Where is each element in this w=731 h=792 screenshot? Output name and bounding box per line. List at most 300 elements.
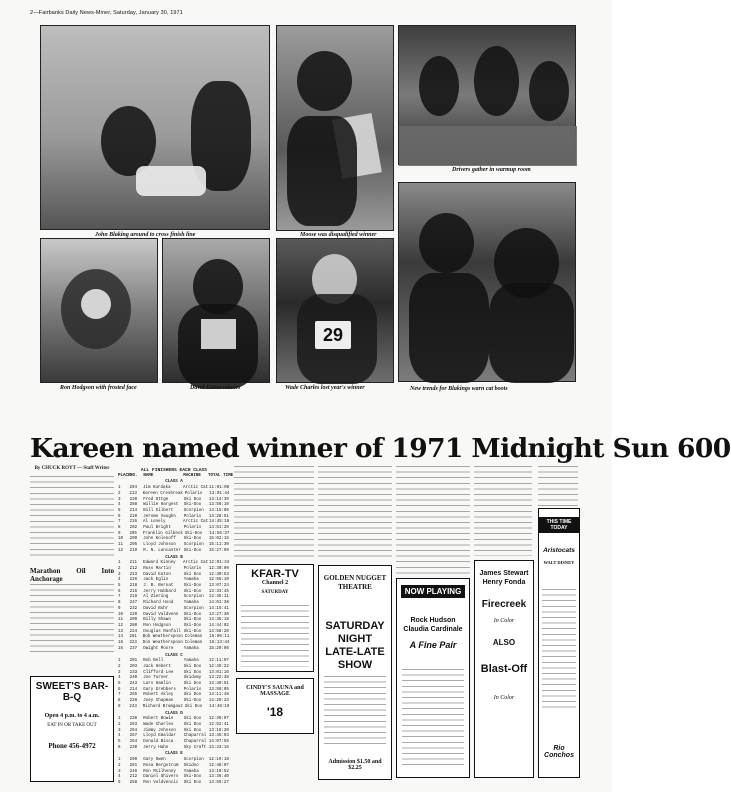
results-cell: 258 <box>129 780 138 785</box>
results-cell: David Valdvenn <box>143 612 179 617</box>
results-cell: 264 <box>129 728 138 733</box>
results-cell: 240 <box>129 676 138 681</box>
results-header-row <box>118 473 234 480</box>
results-cell: 14:44:02 <box>208 623 229 628</box>
results-cell: 14 <box>118 635 124 640</box>
results-cell: Scorpion <box>183 595 204 600</box>
results-cell: 14:56:37 <box>209 531 230 536</box>
results-cell: 13:01:44 <box>209 491 230 496</box>
results-cell: 15:02:15 <box>208 537 229 542</box>
results-cell: 13 <box>118 629 124 634</box>
results-cell: Arctic Cat <box>183 520 209 525</box>
results-cell: Russ Martin <box>143 566 171 571</box>
results-cell: Ski-Doo <box>183 699 202 704</box>
results-cell: 7 <box>118 693 121 698</box>
results-cell: 5 <box>118 682 121 687</box>
results-cell: Scorpion <box>183 606 204 611</box>
results-cell: Bill Gilbert <box>143 508 174 513</box>
results-cell: Yamaha <box>183 769 199 774</box>
results-cell: 12 <box>118 623 124 628</box>
results-cell: Yamaha <box>183 601 199 606</box>
story-text-block-2 <box>30 584 114 654</box>
photo-frosted-face <box>40 238 158 383</box>
results-cell: 210 <box>129 514 138 519</box>
col-name: NAME <box>143 473 154 478</box>
results-cell: 3 <box>118 769 121 774</box>
results-cell: 12:30:53 <box>208 572 229 577</box>
results-cell: 205 <box>129 531 137 536</box>
results-cell: 12:52:41 <box>208 722 229 727</box>
results-cell: Lloyd Emaldar <box>143 734 176 739</box>
results-cell: R. N. Lancaster <box>143 548 181 553</box>
results-cell: 14:11:48 <box>208 693 229 698</box>
results-cell: 7 <box>118 595 121 600</box>
results-class-label: CLASS D <box>165 711 183 716</box>
results-cell: 1 <box>118 486 121 491</box>
ad-sweets-name: SWEET'S BAR-B-Q <box>35 681 109 703</box>
results-cell: 14:28:51 <box>208 514 229 519</box>
ad-golden-nugget-theatre <box>318 565 392 780</box>
photo-sled-finish <box>40 25 270 230</box>
results-cell: 288 <box>129 503 138 508</box>
results-cell: Ski Doo <box>183 717 202 722</box>
photo-caption-1: John Blaking around to cross finish line <box>95 232 196 238</box>
results-cell: 4 <box>118 578 121 583</box>
results-cell: 12:30:07 <box>208 717 229 722</box>
results-cell: 214 <box>129 508 138 513</box>
results-cell: Polaris <box>183 514 202 519</box>
results-cell: 11:01:08 <box>209 486 230 491</box>
results-cell: Ron Valdvencic <box>143 780 179 785</box>
results-cell: 12:01:34 <box>209 561 230 566</box>
results-cell: 4 <box>118 775 121 780</box>
results-cell: 229 <box>129 612 138 617</box>
ad-sweets-hours: Open 4 p.m. to 4 a.m. <box>44 713 100 719</box>
results-cell: 4 <box>118 676 121 681</box>
results-cell: 5 <box>118 508 121 513</box>
results-cell: 209 <box>129 618 138 623</box>
results-cell: 220 <box>129 497 138 502</box>
headline: Kareen named winner of 1971 Midnight Sun 600 <box>30 433 731 464</box>
results-cell: 237 <box>129 646 138 651</box>
results-cell: Ski-Doo <box>183 612 202 617</box>
results-cell: 290 <box>129 758 138 763</box>
results-cell: 1 <box>118 561 121 566</box>
results-cell: 13:45:11 <box>208 595 229 600</box>
col-time: TOTAL TIME <box>208 473 234 478</box>
results-class-label: CLASS E <box>165 752 183 757</box>
results-cell: 9 <box>118 531 121 536</box>
ad-right-disney: WALT DISNEY <box>543 560 575 565</box>
results-cell: 223 <box>129 641 137 646</box>
results-cell: Lloyd Johnson <box>143 543 176 548</box>
results-cell: 209 <box>129 537 138 542</box>
results-cell: Ski Doo <box>183 572 202 577</box>
results-cell: Coleman <box>184 641 203 646</box>
results-cell: 16 <box>118 646 124 651</box>
ad-lacey-schedule <box>402 669 464 769</box>
results-cell: 233 <box>129 670 138 675</box>
results-cell: 15:13:44 <box>209 641 230 646</box>
results-cell: 6 <box>118 589 121 594</box>
results-cell: 264 <box>129 740 138 745</box>
results-cell: Fred Ottge <box>143 497 169 502</box>
results-table <box>118 468 234 787</box>
results-cell: Ski Doo <box>183 497 202 502</box>
results-cell: 14:51:20 <box>208 526 229 531</box>
story-column-1 <box>30 466 114 654</box>
results-cell: 13:14:39 <box>208 497 229 502</box>
results-cell: 12:30:09 <box>208 566 229 571</box>
results-cell: 8 <box>118 526 121 531</box>
results-cell: Polaris <box>183 566 202 571</box>
results-cell: 2 <box>118 763 121 768</box>
ad-lathrop-film: Firecreek <box>481 599 527 610</box>
results-cell: 212 <box>129 775 138 780</box>
results-cell: John Kolenoff <box>143 537 176 542</box>
results-cell: Jim Kurdaka <box>142 486 171 491</box>
results-cell: 243 <box>129 704 137 709</box>
results-cell: J. B. Bernat <box>143 584 174 589</box>
story-column-7 <box>538 466 578 506</box>
results-cell: 9 <box>118 606 121 611</box>
ad-cindys-sauna <box>236 678 314 734</box>
results-cell: 13:36:40 <box>208 775 229 780</box>
results-cell: Chaparral <box>183 734 207 739</box>
results-cell: Dwight Moore <box>143 646 174 651</box>
results-cell: 3 <box>118 572 121 577</box>
results-cell: 243 <box>129 682 138 687</box>
results-cell: 263 <box>129 722 138 727</box>
results-cell: 11 <box>118 543 124 548</box>
results-cell: 14:58:20 <box>208 629 229 634</box>
results-cell: Willie Hargest <box>143 503 179 508</box>
ad-lathrop-color-2: In Color <box>493 695 515 701</box>
results-cell: Robert Akley <box>143 693 174 698</box>
results-cell: Rosa Bergstrum <box>143 763 179 768</box>
results-cell: Polaris <box>183 687 202 692</box>
ad-theatre-features <box>324 676 386 746</box>
results-cell: Jerry Hubbard <box>143 589 176 594</box>
ad-theatre-show: SATURDAY NIGHT LATE-LATE SHOW <box>325 620 385 671</box>
results-cell: Polaris <box>183 526 202 531</box>
results-cell: Bob Weatherspoon <box>142 635 183 640</box>
ad-firecreek <box>474 560 534 778</box>
results-cell: 213 <box>129 572 138 577</box>
ad-sweets-bbq <box>30 676 114 782</box>
results-cell: 2 <box>118 491 121 496</box>
results-cell: 2 <box>118 566 121 571</box>
results-cell: 13:18:20 <box>208 728 229 733</box>
results-cell: 265 <box>129 693 138 698</box>
results-cell: 14:27:30 <box>208 612 229 617</box>
ad-right-bottom: Rio Conchos <box>544 745 574 759</box>
col-machine: MACHINE <box>183 473 201 478</box>
results-cell: Ski-Doo <box>183 629 202 634</box>
results-cell: 12:55:10 <box>208 578 229 583</box>
results-cell: 14:01:38 <box>208 601 229 606</box>
results-cell: Gary Owen <box>143 758 166 763</box>
results-cell: 3 <box>118 728 121 733</box>
results-cell: 5 <box>118 780 121 785</box>
results-cell: Robert Bowie <box>143 717 174 722</box>
results-cell: 13:59:05 <box>208 687 229 692</box>
results-cell: Jack Eglin <box>143 578 169 583</box>
results-class-label: CLASS C <box>165 653 183 658</box>
ad-lathrop-stars: James Stewart Henry Fonda <box>479 570 529 586</box>
results-cell: 3 <box>118 497 121 502</box>
results-cell: Ski-Doo <box>183 503 202 508</box>
photo-moose <box>276 25 394 231</box>
story-text-block-3 <box>234 466 314 561</box>
results-cell: Yamaha <box>183 646 199 651</box>
results-cell: Don Weatherspoon <box>142 641 183 646</box>
results-cell: 15:06:11 <box>209 635 230 640</box>
results-cell: Billy Shawn <box>143 618 171 623</box>
results-cell: 9 <box>118 704 121 709</box>
results-cell: Douglas Ranfall <box>143 629 181 634</box>
results-cell: Ski-Doo <box>183 537 202 542</box>
folio-line: 2—Fairbanks Daily News-Miner, Saturday, January 30, 1971 <box>30 10 183 16</box>
ad-lathrop-also: ALSO <box>492 638 516 647</box>
ad-sweets-phone: Phone 456-4972 <box>48 742 96 750</box>
results-cell: 215 <box>129 589 138 594</box>
ad-lacey-stars: Rock Hudson Claudia Cardinale <box>403 617 463 633</box>
results-cell: Ski Doo <box>183 722 202 727</box>
results-cell: 202 <box>129 526 138 531</box>
results-cell: Scorpion <box>183 508 204 513</box>
results-cell: 12 <box>118 548 124 553</box>
results-cell: 280 <box>129 623 138 628</box>
results-cell: Franklin Gilbeck <box>142 531 183 536</box>
results-cell: 13:01:16 <box>208 670 229 675</box>
ad-right-aristocats: Aristocats <box>543 547 575 554</box>
results-cell: Jerome Vaughn <box>143 514 176 519</box>
results-cell: Ski-Doo <box>183 589 202 594</box>
results-cell: Ski-Doo <box>183 775 202 780</box>
results-row <box>118 647 230 653</box>
ad-sauna-name: CINDY'S SAUNA and MASSAGE <box>246 685 304 697</box>
results-cell: 203 <box>129 664 138 669</box>
results-cell: 236 <box>129 717 138 722</box>
col-no: NO. <box>130 473 138 478</box>
results-cell: 14:07:55 <box>208 740 229 745</box>
results-cell: 1 <box>118 717 121 722</box>
results-cell: Ski Doo <box>183 693 202 698</box>
results-cell: 14:15:06 <box>208 508 229 513</box>
results-row <box>118 549 230 555</box>
results-cell: 2 <box>118 664 121 669</box>
results-cell: David Eaton <box>143 572 171 577</box>
results-title: ALL FINISHERS EACH CLASS <box>140 468 208 473</box>
results-cell: Ron Hodgson <box>143 623 171 628</box>
results-cell: 281 <box>129 763 138 768</box>
results-cell: Kareen Cresbreak <box>142 491 183 496</box>
results-cell: 212 <box>129 566 138 571</box>
results-row <box>118 705 230 711</box>
photo-eaton <box>162 238 270 383</box>
story-column-4 <box>318 466 392 561</box>
ad-lathrop-film2: Blast-Off <box>480 663 528 675</box>
photo-boots <box>398 182 576 382</box>
results-cell: Ski-Doo <box>183 618 202 623</box>
ad-kfar-channel: Channel 2 <box>261 580 289 586</box>
results-cell: 226 <box>129 578 138 583</box>
results-cell: 13:40:51 <box>208 682 229 687</box>
results-cell: 6 <box>118 687 121 692</box>
story-column-5 <box>396 466 470 574</box>
results-cell: Chaparral <box>183 740 207 745</box>
results-cell: 230 <box>129 745 138 750</box>
results-cell: 213 <box>129 491 137 496</box>
ad-kfar-schedule <box>241 605 309 667</box>
ad-right-column <box>538 508 580 778</box>
results-cell: 7 <box>118 520 121 525</box>
results-cell: Ski Doo <box>184 704 203 709</box>
results-cell: Yamaha <box>183 578 199 583</box>
results-cell: 4 <box>118 734 121 739</box>
results-cell: Bob Bell <box>143 659 164 664</box>
results-cell: Clifford Lee <box>143 670 174 675</box>
photo-caption-2: Moose was disqualified winner <box>300 232 377 238</box>
ad-lathrop-color: In Color <box>493 618 515 624</box>
ad-theatre-name: GOLDEN NUGGET THEATRE <box>323 574 387 591</box>
ad-lacey-film: A Fine Pair <box>409 640 457 650</box>
results-cell: Ski Doo <box>183 664 202 669</box>
results-cell: 12:11:07 <box>208 659 229 664</box>
results-cell: Yamaha <box>183 659 199 664</box>
results-cell: 15:11:30 <box>208 543 229 548</box>
results-cell: 13:56:10 <box>208 503 229 508</box>
results-cell: 15:27:09 <box>208 548 229 553</box>
results-cell: 13:33:45 <box>208 589 229 594</box>
results-cell: Scorpion <box>183 758 204 763</box>
results-cell: Donald Bisca <box>143 740 174 745</box>
results-cell: Ski Doo <box>183 728 202 733</box>
results-cell: Ski-Doo <box>183 584 202 589</box>
photo-caption-5: David Eaton relaxes <box>190 385 241 391</box>
results-cell: 14:36:18 <box>208 618 229 623</box>
results-cell: Jack Hebert <box>143 664 171 669</box>
results-cell: Ski Doo <box>183 682 202 687</box>
ad-sweets-tag: EAT IN OR TAKE OUT <box>47 723 97 728</box>
ad-theatre-admission: Admission $1.50 and $2.25 <box>328 759 382 771</box>
ad-lacey-title: NOW PLAYING <box>401 585 465 598</box>
results-body <box>118 480 230 786</box>
results-cell: Richard Hood <box>143 601 174 606</box>
photo-charles <box>276 238 394 383</box>
results-cell: Scorpion <box>183 543 204 548</box>
results-cell: 5 <box>118 584 121 589</box>
results-row <box>118 781 230 787</box>
results-cell: Coleman <box>184 635 203 640</box>
results-cell: Skidoo <box>183 763 199 768</box>
results-cell: 12:48:07 <box>208 763 229 768</box>
results-row <box>118 746 230 752</box>
results-class-label: CLASS A <box>165 480 183 485</box>
results-cell: Richard Brumgauz <box>142 704 183 709</box>
results-cell: 5 <box>118 740 121 745</box>
results-cell: Skidomy <box>183 676 202 681</box>
results-cell: Wade Charles <box>143 722 174 727</box>
results-cell: David Buhr <box>143 606 169 611</box>
results-cell: 15:29:06 <box>208 646 229 651</box>
results-cell: Daniel Shivers <box>143 775 179 780</box>
results-cell: 13:07:24 <box>208 584 229 589</box>
results-cell: 201 <box>129 659 138 664</box>
results-cell: Ski-Doo <box>183 623 202 628</box>
results-cell: Joe Turner <box>143 676 169 681</box>
results-cell: Sky Craft <box>183 745 207 750</box>
results-cell: Ski-Doo <box>184 531 203 536</box>
ad-now-playing <box>396 578 470 778</box>
results-cell: Gary Grebbers <box>143 687 176 692</box>
results-cell: Ski Doo <box>183 670 202 675</box>
results-cell: Ron Mcilhenny <box>143 769 176 774</box>
ad-kfar-name: KFAR-TV <box>251 568 299 580</box>
byline: By CHUCK ROYT — Staff Writer <box>34 466 110 471</box>
results-cell: 14:15:41 <box>208 606 229 611</box>
results-cell: 10 <box>118 537 124 542</box>
results-cell: 219 <box>129 595 138 600</box>
results-cell: Joey Chapman <box>143 699 174 704</box>
results-cell: 8 <box>118 601 121 606</box>
ad-right-top: THIS TIME TODAY <box>539 517 579 533</box>
results-cell: 3 <box>118 670 121 675</box>
results-cell: 14:48:19 <box>209 704 230 709</box>
results-cell: 219 <box>129 548 138 553</box>
ad-right-body <box>542 589 576 709</box>
results-cell: Arctic Cat <box>183 486 209 491</box>
results-cell: Edward Kinney <box>142 561 176 566</box>
results-cell: 214 <box>129 687 138 692</box>
results-cell: Arctic Cat <box>183 561 209 566</box>
results-cell: 12:45:22 <box>208 664 229 669</box>
results-cell: 246 <box>129 769 138 774</box>
results-cell: 247 <box>129 601 138 606</box>
col-place: PLACE <box>118 473 131 478</box>
photo-caption-7: New trends for Blakings warn cat boots <box>410 386 508 392</box>
results-cell: 2 <box>118 722 121 727</box>
results-cell: 6 <box>118 514 121 519</box>
results-cell: 4 <box>118 503 121 508</box>
results-cell: 1 <box>118 758 121 763</box>
results-cell: 13:10:52 <box>208 769 229 774</box>
story-column-3 <box>234 466 314 561</box>
photo-caption-3: Drivers gather in warmup room <box>452 167 531 173</box>
results-cell: 232 <box>129 606 138 611</box>
results-cell: Polaris <box>184 491 203 496</box>
results-cell: 12:19:18 <box>208 758 229 763</box>
ad-kfar-tv <box>236 564 314 672</box>
results-cell: 14:29:33 <box>208 699 229 704</box>
bib-number: 29 <box>315 321 351 349</box>
photo-warmup-room <box>398 25 576 165</box>
results-cell: 13:59:27 <box>208 780 229 785</box>
results-cell: 6 <box>118 745 121 750</box>
results-cell: Ski-Doo <box>183 548 202 553</box>
results-cell: 218 <box>129 584 138 589</box>
results-cell: 13:45:03 <box>208 734 229 739</box>
results-cell: 14:45:18 <box>209 520 230 525</box>
results-cell: 224 <box>129 629 138 634</box>
photo-caption-6: Wade Charles lost year's winner <box>285 385 365 391</box>
results-cell: Al Ziering <box>143 595 169 600</box>
story-text-block <box>30 476 114 560</box>
results-cell: 228 <box>129 699 138 704</box>
results-cell: 11 <box>118 618 124 623</box>
results-cell: 261 <box>129 635 137 640</box>
